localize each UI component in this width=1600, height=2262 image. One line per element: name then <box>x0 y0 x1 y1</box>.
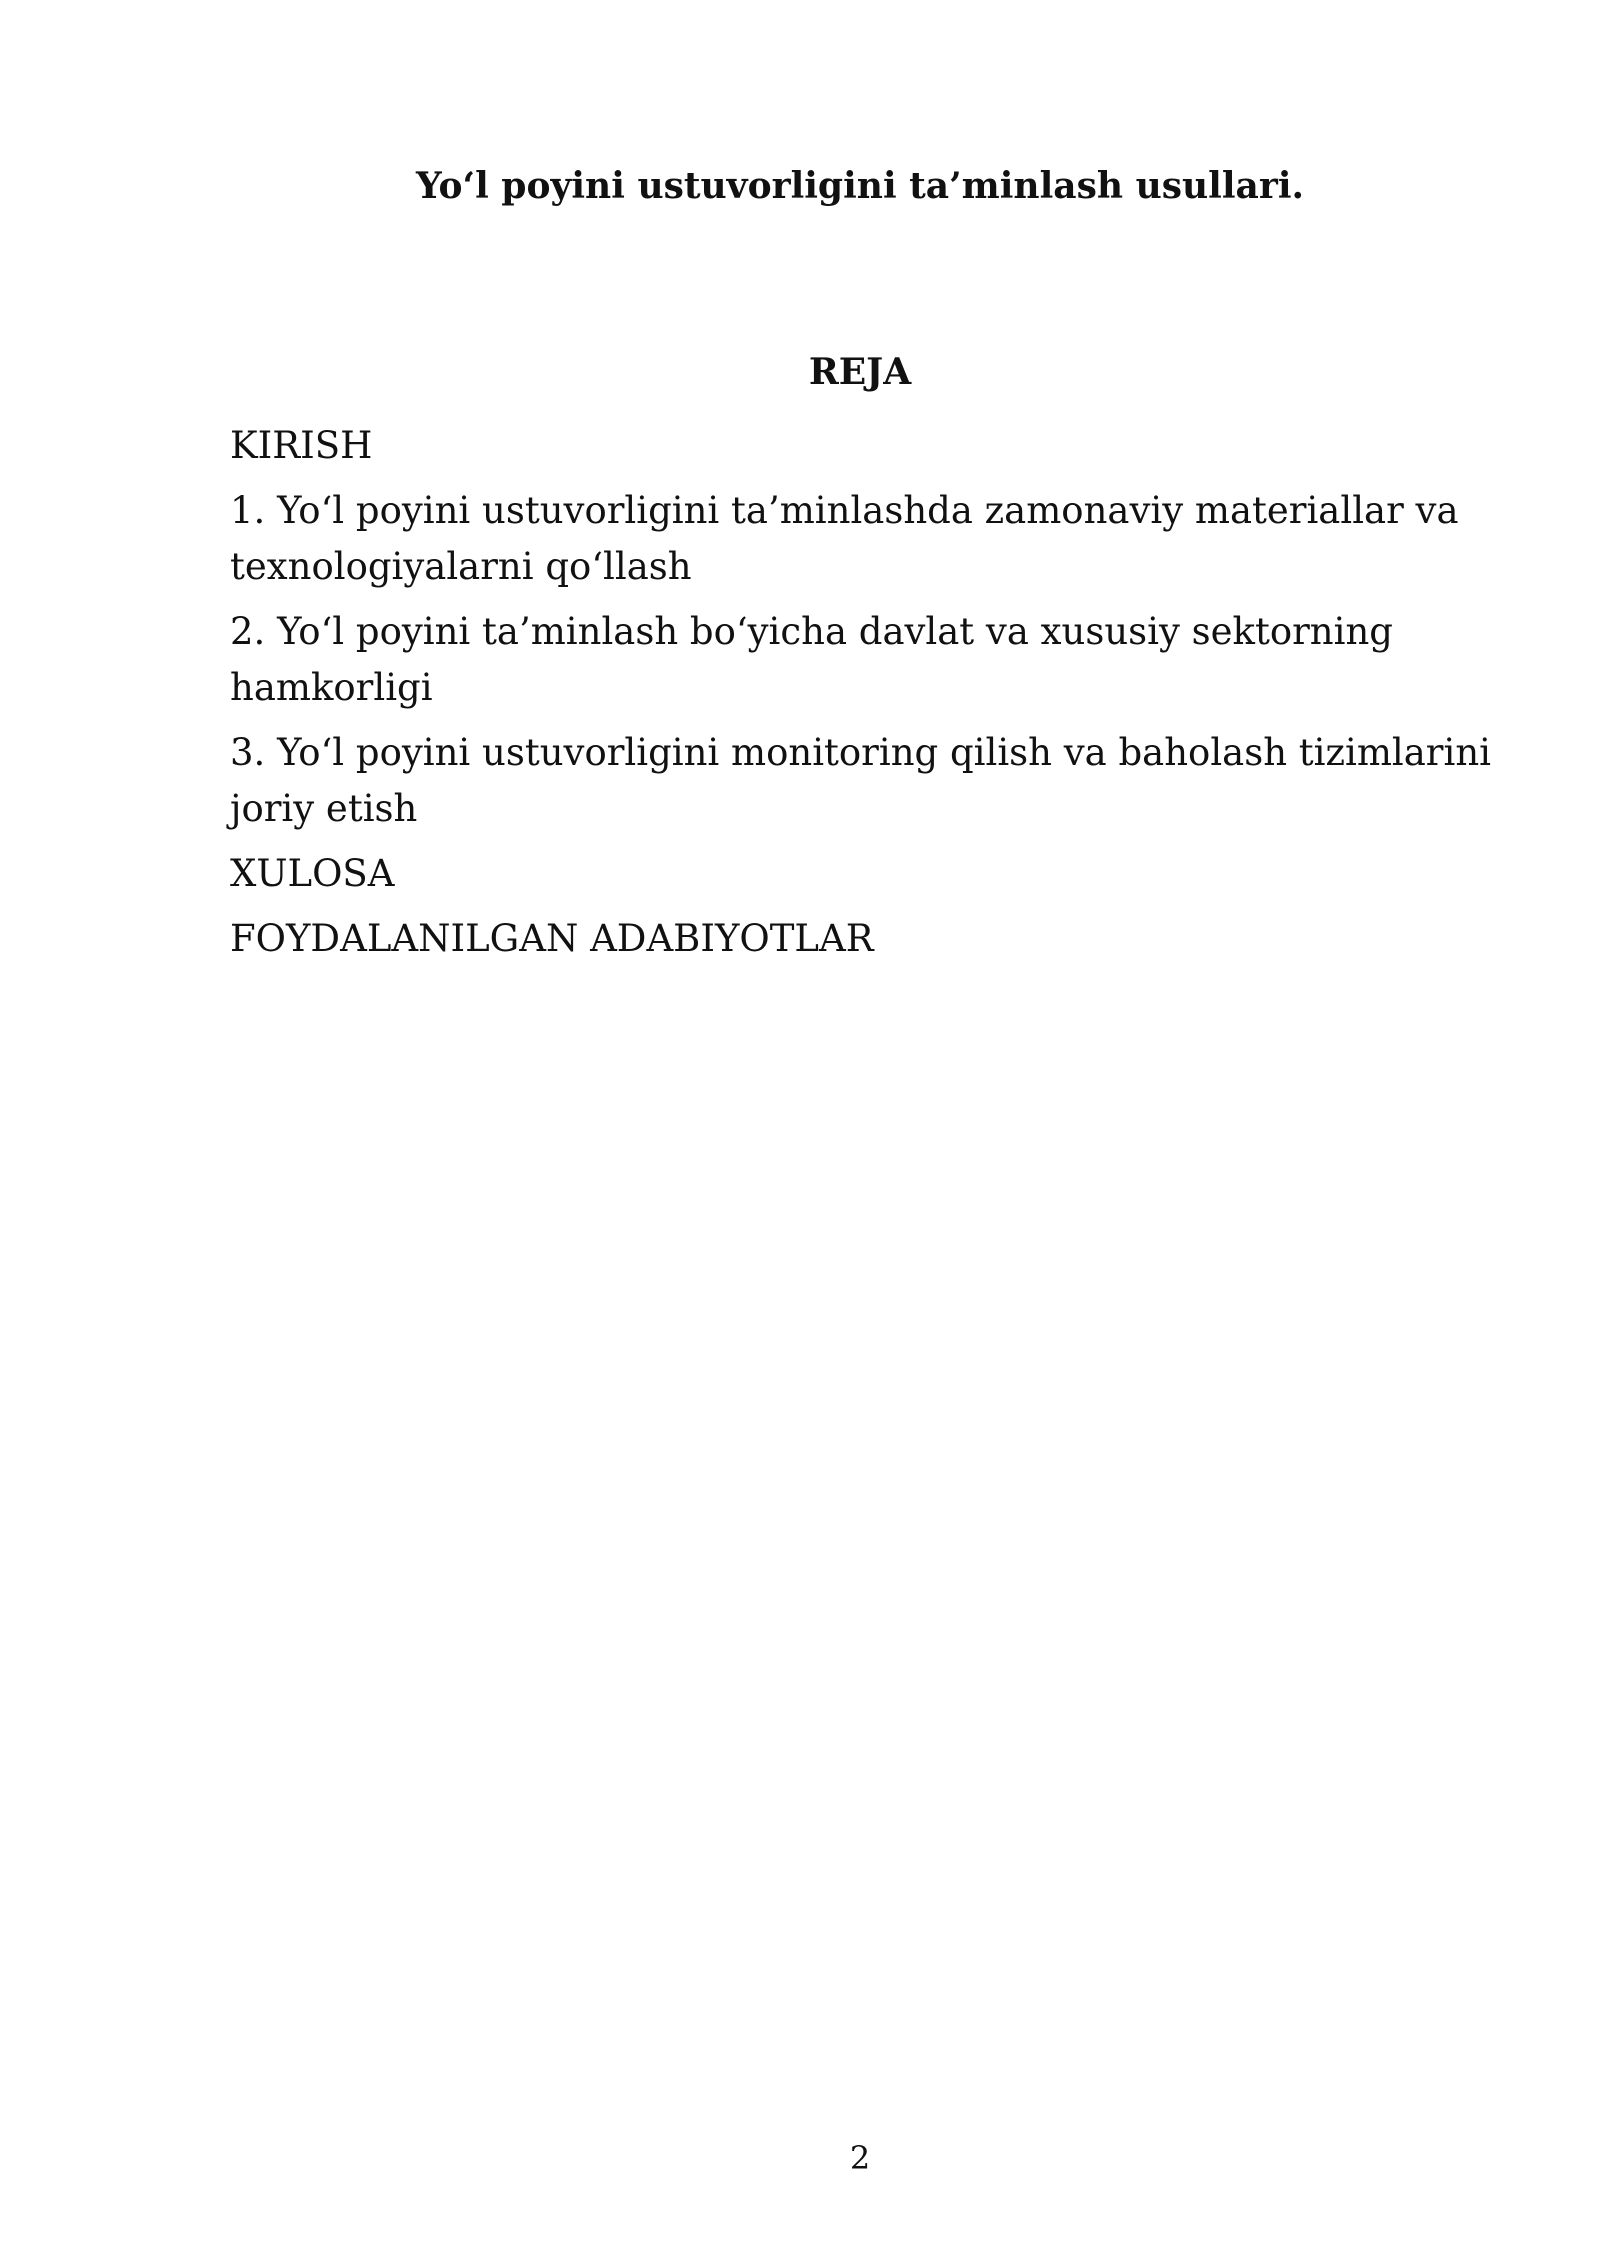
plan-item-1: 1. Yo‘l poyini ustuvorligini ta’minlashda zamonaviy materiallar va texnologiyalarni qo‘llash <box>230 489 1459 588</box>
document-title: Yo‘l poyini ustuvorligini ta’minlash usullari. <box>415 165 1305 207</box>
plan-item-3: 3. Yo‘l poyini ustuvorligini monitoring qilish va baholash tizimlarini joriy etish <box>230 731 1491 830</box>
plan-item-references: FOYDALANILGAN ADABIYOTLAR <box>230 917 874 960</box>
plan-item-2: 2. Yo‘l poyini ta’minlash bo‘yicha davlat va xususiy sektorning hamkorligi <box>230 610 1393 709</box>
plan-heading: REJA <box>808 351 912 393</box>
plan-list <box>230 418 1530 976</box>
plan-item-intro: KIRISH <box>230 424 373 467</box>
page-number: 2 <box>849 2139 871 2177</box>
plan-item-conclusion: XULOSA <box>230 852 395 895</box>
